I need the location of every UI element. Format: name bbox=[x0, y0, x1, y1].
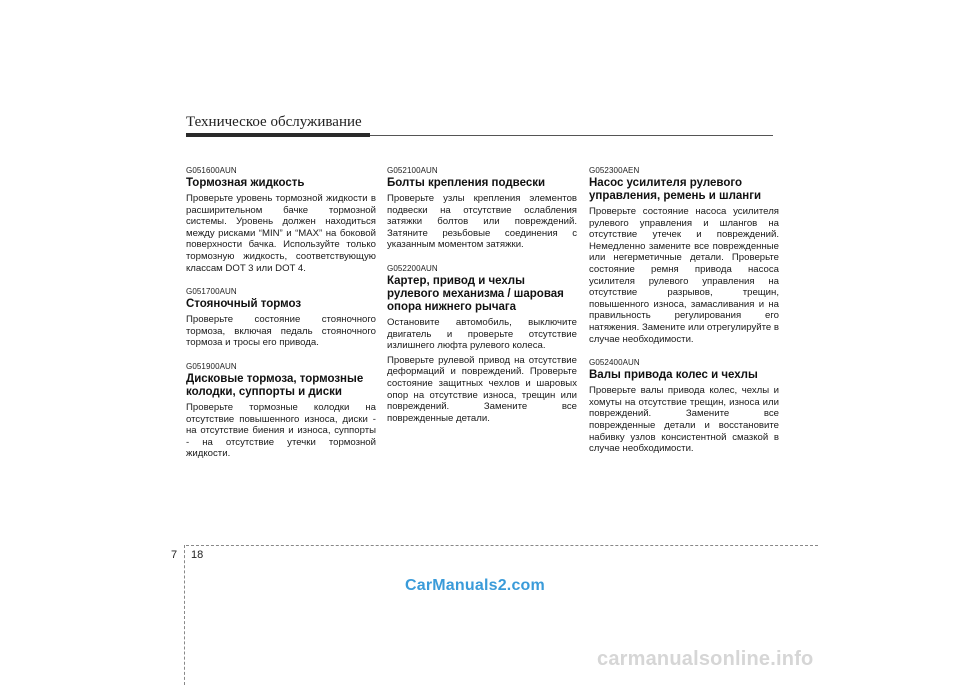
chapter-number: 7 bbox=[171, 549, 178, 561]
column-3 bbox=[589, 166, 779, 468]
section-code: G052200AUN bbox=[387, 263, 438, 273]
section-text: Проверьте тормозные колодки на отсутствие повышенного износа, диски - на отсутствие биения и износа, суппорты - на отсутствие утечки тормозной жидкости. bbox=[186, 401, 376, 460]
section-code: G052400AUN bbox=[589, 358, 640, 368]
header-rule-thick bbox=[186, 133, 370, 137]
section-text: Проверьте состояние насоса усилителя рулевого управления и шлангов на отсутствие утечек и повреждений. Немедленно замените все поврежденные или негерметичные детали. Проверьте состояние ремня привода насоса усилителя рулевого управления на отсутствие разрывов, трещин, повышенного износа, замасливания и на правильность регулирования его натяжения. Замените или отрегулируйте в случае необходимости. bbox=[589, 206, 779, 345]
section-code: G051700AUN bbox=[186, 287, 237, 297]
section-text: Проверьте состояние стояночного тормоза, включая педаль стояночного тормоза и тросы его привода. bbox=[186, 314, 376, 349]
section-title: Тормозная жидкость bbox=[186, 177, 305, 189]
section-title: Дисковые тормоза, тормозные колодки, суппорты и диски bbox=[186, 372, 364, 398]
section-title: Стояночный тормоз bbox=[186, 298, 302, 311]
section-steering-gear bbox=[387, 264, 577, 424]
section-title: Картер, привод и чехлы рулевого механизма / шаровая опора нижнего рычага bbox=[387, 274, 564, 313]
header-rule-thin bbox=[370, 135, 773, 136]
watermark-carmanuals2[interactable]: CarManuals2.com bbox=[405, 577, 545, 594]
column-2 bbox=[387, 166, 577, 437]
section-code: G051600AUN bbox=[186, 166, 237, 175]
column-1 bbox=[186, 166, 376, 473]
section-parking-brake bbox=[186, 287, 376, 349]
section-brake-fluid bbox=[186, 166, 376, 274]
section-power-steering-pump bbox=[589, 166, 779, 345]
section-suspension-bolts bbox=[387, 166, 577, 251]
footer-rule bbox=[186, 545, 818, 546]
section-text: Проверьте рулевой привод на отсутствие деформаций и повреждений. Проверьте состояние защитных чехлов и шаровых опор на отсутствие износа, трещин или повреждений. Замените все поврежденные детали. bbox=[387, 354, 577, 424]
section-code: G052100AUN bbox=[387, 166, 438, 175]
page-number: 18 bbox=[191, 549, 204, 561]
section-title: Валы привода колес и чехлы bbox=[589, 369, 758, 382]
header-title: Техническое обслуживание bbox=[186, 114, 362, 130]
section-disc-brakes bbox=[186, 362, 376, 460]
section-code: G052300AEN bbox=[589, 166, 640, 175]
section-text: Проверьте валы привода колес, чехлы и хомуты на отсутствие трещин, износа или повреждений. Замените все поврежденные детали и восстановите набивку узлов консистентной смазкой в случае необходимости. bbox=[589, 385, 779, 455]
section-title: Насос усилителя рулевого управления, ремень и шланги bbox=[589, 177, 762, 202]
section-text: Проверьте узлы крепления элементов подвески на отсутствие ослабления затяжки болтов или повреждений. Затяните резьбовые соединения с указанным моментом затяжки. bbox=[387, 193, 577, 251]
footer-vertical-rule bbox=[184, 545, 185, 685]
section-title: Болты крепления подвески bbox=[387, 177, 546, 189]
section-text: Проверьте уровень тормозной жидкости в расширительном бачке тормозной системы. Уровень должен находиться между рисками “MIN” и “MAX” на боковой поверхности бачка. Используйте только тормозную жидкость, соответствующую классам DOT 3 или DOT 4. bbox=[186, 193, 376, 274]
section-text: Остановите автомобиль, выключите двигатель и проверьте отсутствие излишнего люфта рулевого колеса. bbox=[387, 316, 577, 352]
watermark-carmanualsonline: carmanualsonline.info bbox=[597, 648, 814, 670]
section-code: G051900AUN bbox=[186, 361, 237, 371]
section-drive-shafts bbox=[589, 358, 779, 455]
